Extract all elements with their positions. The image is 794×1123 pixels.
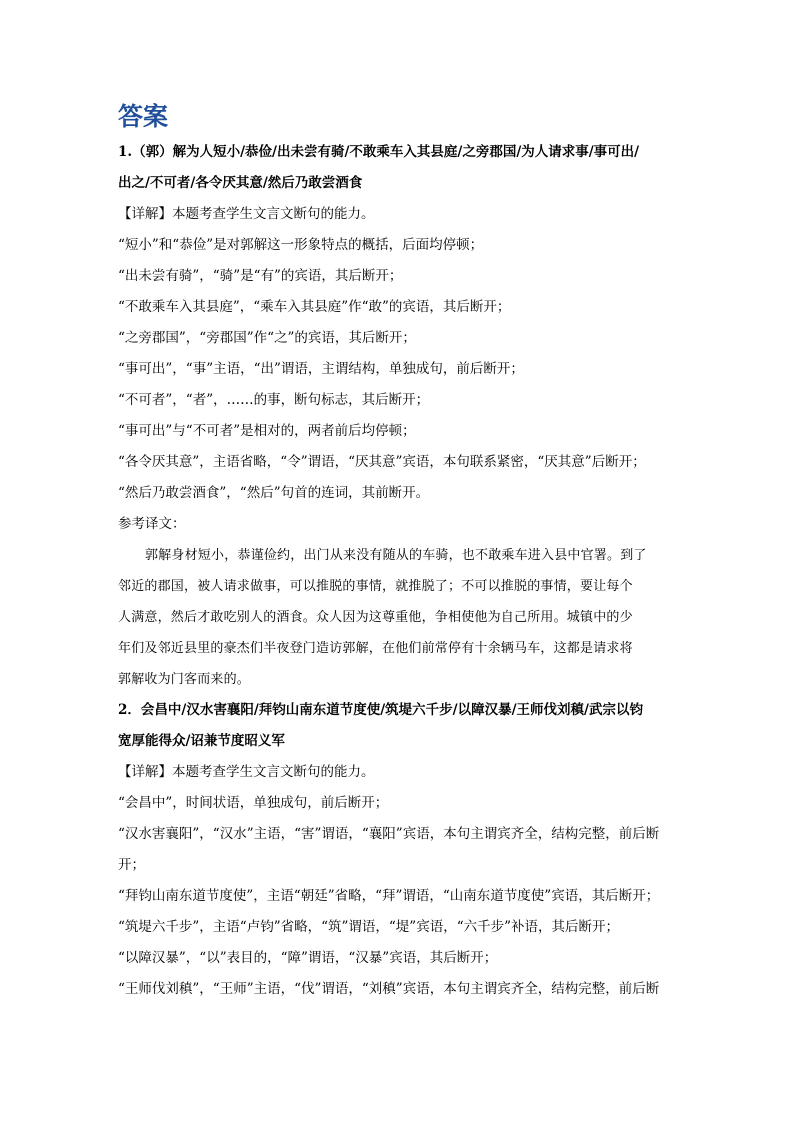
q1-explain-line: 【详解】本题考查学生文言文断句的能力。 — [118, 206, 375, 222]
q2-explain-line: 【详解】本题考查学生文言文断句的能力。 — [118, 764, 375, 780]
answer-page — [118, 100, 678, 1005]
q1-explain-line: “事可出”与“不可者”是相对的，两者前后均停顿； — [118, 423, 416, 439]
q1-explain-line: “然后乃敢尝酒食”，“然后”句首的连词，其前断开。 — [118, 485, 430, 501]
q2-explain-line: “汉水害襄阳”，“汉水”主语，“害”谓语，“襄阳”宾语，本句主谓宾齐全，结构完整，前后断 — [118, 826, 660, 842]
q1-explain-line: “短小”和“恭俭”是对郭解这一形象特点的概括，后面均停顿； — [118, 237, 484, 253]
q1-answer-line: 出之/不可者/各令厌其意/然后乃敢尝酒食 — [118, 175, 363, 191]
q2-answer-line: 2．会昌中/汉水害襄阳/拜钧山南东道节度使/筑堤六千步/以障汉暴/王师伐刘稹/武宗以钧 — [118, 702, 643, 718]
q1-explain-line: “各令厌其意”，主语省略，“令”谓语，“厌其意”宾语，本句联系紧密，“厌其意”后断开； — [118, 454, 646, 470]
q1-explain-line: “出未尝有骑”，“骑”是“有”的宾语，其后断开； — [118, 268, 403, 284]
q1-answer-line: 1.（郭）解为人短小/恭俭/出未尝有骑/不敢乘车入其县庭/之旁郡国/为人请求事/事可出/ — [118, 144, 640, 160]
q1-explain-line: “不敢乘车入其县庭”，“乘车入其县庭”作“敢”的宾语，其后断开； — [118, 299, 511, 315]
translation-line: 邻近的郡国，被人请求做事，可以推脱的事情，就推脱了；不可以推脱的事情，要让每个 — [118, 579, 633, 594]
q2-explain-line: “王师伐刘稹”，“王师”主语，“伐”谓语，“刘稹”宾语，本句主谓宾齐全，结构完整，前后断 — [118, 981, 660, 997]
q1-explain-line: “事可出”，“事”主语，“出”谓语，主谓结构，单独成句，前后断开； — [118, 361, 524, 377]
q2-explain-line: “拜钧山南东道节度使”，主语“朝廷”省略，“拜”谓语，“山南东道节度使”宾语，其后断开； — [118, 888, 660, 904]
q2-explain-line: “以障汉暴”，“以”表目的，“障”谓语，“汉暴”宾语，其后断开； — [118, 950, 498, 966]
q2-explain-line: 开； — [118, 857, 145, 873]
q1-explain-line: “之旁郡国”，“旁郡国”作“之”的宾语，其后断开； — [118, 330, 416, 346]
translation-line: 郭解收为门客而来的。 — [118, 672, 251, 687]
q2-explanation — [118, 757, 678, 1005]
reference-translation-heading: 参考译文： — [118, 516, 186, 532]
translation-line: 人满意，然后才敢吃别人的酒食。众人因为这尊重他，争相使他为自己所用。城镇中的少 — [118, 610, 633, 625]
q1-explain-line: “不可者”，“者”，……的事，断句标志，其后断开； — [118, 392, 430, 408]
translation-line: 年们及邻近县里的豪杰们半夜登门造访郭解，在他们前常停有十余辆马车，这都是请求将 — [118, 641, 633, 656]
q2-answer — [118, 695, 678, 757]
translation-line: 郭解身材短小，恭谨俭约，出门从来没有随从的车骑，也不敢乘车进入县中官署。到了 — [145, 548, 647, 563]
q2-explain-line: “筑堤六千步”，主语“卢钧”省略，“筑”谓语，“堤”宾语，“六千步”补语，其后断开； — [118, 919, 620, 935]
q2-explain-line: “会昌中”，时间状语，单独成句，前后断开； — [118, 795, 389, 811]
q1-answer — [118, 137, 678, 199]
q1-translation — [118, 540, 678, 695]
page-title: 答案 — [118, 102, 169, 131]
q1-explanation — [118, 199, 678, 540]
q2-answer-line: 宽厚能得众/诏兼节度昭义军 — [118, 733, 285, 749]
